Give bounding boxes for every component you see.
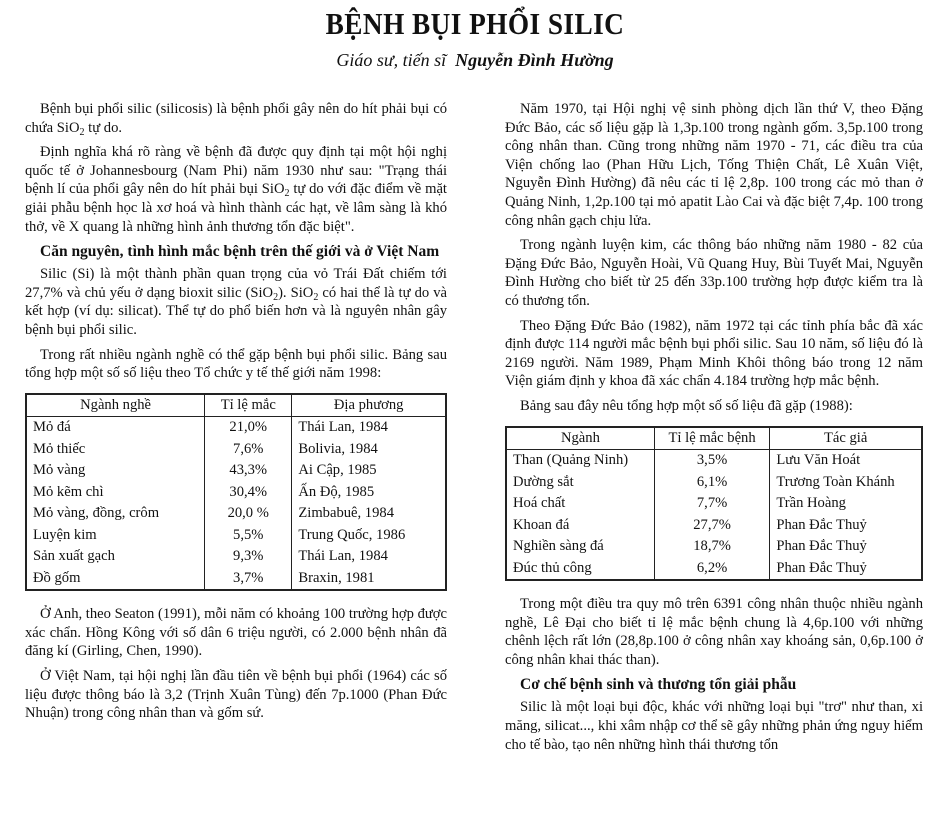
paragraph: Bệnh bụi phổi silic (silicosis) là bệnh phổi gây nên do hít phải bụi có chứa SiO$_2$ tự do. [25, 101, 447, 138]
table-header: Ngành [506, 427, 654, 450]
paragraph: Ở Anh, theo Seaton (1991), mỗi năm có khoảng 100 trường hợp được xác chẩn. Hồng Kông với số dân 6 triệu người, có 2.000 bệnh nhân đã đăng kí (Girling, Chen, 1990). [25, 606, 447, 660]
author-prefix: Giáo sư, tiến sĩ [336, 50, 447, 70]
table-cell: Braxin, 1981 [292, 568, 446, 591]
author-name: Nguyễn Đình Hường [455, 50, 614, 70]
table-row [506, 450, 922, 472]
table-header: Tác giả [770, 427, 922, 450]
table-cell: Phan Đắc Thuỷ [770, 515, 922, 537]
table-cell: Mỏ đá [33, 419, 71, 436]
table-cell: Lưu Văn Hoát [770, 450, 922, 472]
paragraph: Bảng sau đây nêu tổng hợp một số số liệu đã gặp (1988): [520, 397, 853, 414]
table-cell: Zimbabuê, 1984 [292, 503, 446, 525]
table-cell: 21,0% [205, 417, 292, 439]
table-cell: Mỏ thiếc [33, 440, 86, 457]
table-cell: Trung Quốc, 1986 [292, 525, 446, 547]
table-cell: Ai Cập, 1985 [292, 460, 446, 482]
table-cell: 20,0 % [205, 503, 292, 525]
table-cell: Hoá chất [513, 495, 566, 511]
table-cell: Mỏ kẽm chì [33, 483, 104, 500]
left-column [25, 100, 447, 729]
paragraph: Trong rất nhiều ngành nghề có thể gặp bệnh bụi phổi silic. Bảng sau tổng hợp một số số liệu theo Tổ chức y tế thế giới năm 1998: [25, 346, 447, 382]
vietnam-rates-table [505, 426, 923, 582]
right-column [505, 100, 923, 760]
table-cell: 27,7% [654, 515, 769, 537]
table-cell: Đúc thủ công [513, 559, 592, 576]
table-cell: Mỏ vàng [33, 462, 86, 479]
table-cell: Nghiền sàng đá [513, 538, 604, 554]
table-row [506, 536, 922, 558]
table-row [26, 503, 446, 525]
table-cell: Bolivia, 1984 [292, 439, 446, 461]
table-cell: Dường sắt [513, 473, 574, 490]
table-header: Tỉ lệ mắc bệnh [654, 427, 769, 450]
section-heading: Căn nguyên, tình hình mắc bệnh trên thế giới và ở Việt Nam [40, 243, 440, 261]
paragraph: Trong một điều tra quy mô trên 6391 công nhân thuộc nhiều ngành nghề, Lê Đại cho biết tỉ lệ mắc bệnh chung là 4,6p.100 với những chênh lệch rất lớn (28,8p.100 ở công nhân xay khoáng sản, 0,6p.100 ở công nhân khai thác than). [505, 596, 923, 668]
table-cell: Phan Đắc Thuỷ [770, 536, 922, 558]
table-cell: Thái Lan, 1984 [292, 546, 446, 568]
table-row [506, 558, 922, 581]
table-row [26, 525, 446, 547]
table-cell: Thái Lan, 1984 [292, 417, 446, 439]
table-cell: 18,7% [654, 536, 769, 558]
table-cell: Khoan đá [513, 516, 570, 533]
table-cell: Phan Đắc Thuỷ [770, 558, 922, 581]
table-header: Ngành nghề [26, 394, 205, 417]
table-row [26, 439, 446, 461]
table-cell: Trần Hoàng [770, 493, 922, 515]
paragraph: Ở Việt Nam, tại hội nghị lần đầu tiên về bệnh bụi phổi (1964) các số liệu được thông báo là 3,2 (Trịnh Xuân Tùng) đến 7p.1000 (Phan Đức Nhuận) trong công nhân than và gốm sứ. [25, 668, 447, 722]
table-header-row [26, 394, 446, 417]
table-cell: Mỏ vàng, đồng, crôm [33, 505, 160, 522]
table-cell: 7,7% [654, 493, 769, 515]
document-title: BỆNH BỤI PHỔI SILIC [325, 6, 625, 41]
table-cell: 3,5% [654, 450, 769, 472]
section-heading: Cơ chế bệnh sinh và thương tổn giải phẫu [520, 676, 797, 694]
table-cell: Sản xuất gạch [33, 548, 115, 565]
table-cell: 3,7% [205, 568, 292, 591]
table-header-row [506, 427, 922, 450]
paragraph: Trong ngành luyện kim, các thông báo những năm 1980 - 82 của Đặng Đức Bảo, Nguyễn Hoài, Vũ Quang Huy, Bùi Tuyết Mai, Nguyễn Đình Hường cho biết từ 25 đến 33p.100 trường hợp được kiểm tra là có thương tổn. [505, 237, 923, 309]
table-cell: 43,3% [205, 460, 292, 482]
table-cell: 6,2% [654, 558, 769, 581]
table-cell: Đồ gốm [33, 569, 81, 586]
table-cell: 6,1% [654, 472, 769, 494]
table-row [26, 460, 446, 482]
table-row [506, 515, 922, 537]
table-cell: Luyện kim [33, 526, 97, 543]
table-cell: 7,6% [205, 439, 292, 461]
table-cell: 9,3% [205, 546, 292, 568]
table-cell: 30,4% [205, 482, 292, 504]
table-row [26, 482, 446, 504]
table-header: Địa phương [292, 394, 446, 417]
author-line [0, 50, 950, 71]
table-row [26, 546, 446, 568]
table-cell: Than (Quảng Ninh) [513, 452, 629, 468]
paragraph: Năm 1970, tại Hội nghị vệ sinh phòng dịch lần thứ V, theo Đặng Đức Bảo, các số liệu gặp là 1,3p.100 trong ngành gốm. 3,5p.100 trong công nhân than. Cũng trong những năm 1970 - 71, các điều tra của Viện chống lao (Phan Hữu Lịch, Tống Thiện Chất, Lê Xuân Việt, Nguyễn Đình Hường) đã nêu các tỉ lệ 2,8p. 100 trong các mỏ than ở Quảng Ninh, 1,2p.100 tại mỏ apatit Lào Cai và đặc biệt 7,4p. 100 trong công nhân gạch chịu lửa. [505, 101, 923, 229]
paragraph: Theo Đặng Đức Bảo (1982), năm 1972 tại các tỉnh phía bắc đã xác định được 114 người mắc bệnh bụi phổi silic. Sau 10 năm, số liệu đó là 2169 người. Năm 1989, Phạm Minh Khôi thông báo trong 12 năm Viện giám định y khoa đã xác chẩn 4.184 trường hợp mắc bệnh. [505, 317, 923, 390]
table-header: Tỉ lệ mắc [205, 394, 292, 417]
table-cell: Ấn Độ, 1985 [292, 482, 446, 504]
paragraph: Silic là một loại bụi độc, khác với những loại bụi "trơ" như than, xi măng, silicat..., khi xâm nhập cơ thể sẽ gây những phản ứng nguy hiểm cho tế bào, tạo nên những hình thái thương tổn [505, 699, 923, 753]
table-row [506, 493, 922, 515]
table-cell: Trương Toàn Khánh [770, 472, 922, 494]
table-row [26, 417, 446, 439]
occupation-rates-table [25, 393, 447, 592]
table-row [506, 472, 922, 494]
table-row [26, 568, 446, 591]
paragraph: Định nghĩa khá rõ ràng về bệnh đã được quy định tại một hội nghị quốc tế ở Johannesbourg (Nam Phi) năm 1930 như sau: "Trạng thái bệnh lí của phổi gây nên do hít phải bụi SiO$_2$ tự do với đặc điểm về mặt giải phẫu bệnh học là xơ hoá và hình thành các hạt, về lâm sàng là khó thở, về X quang là những hình ảnh thương tổn đặc biệt". [25, 144, 447, 235]
table-cell: 5,5% [205, 525, 292, 547]
paragraph: Silic (Si) là một thành phần quan trọng của vỏ Trái Đất chiếm tới 27,7% và chủ yếu ở dạng bioxit silic (SiO$_2$). SiO$_2$ có hai thể là tự do và kết hợp (ví dụ: silicat). Thể tự do phổ biến hơn và là nguyên nhân gây bệnh bụi phổi silic. [25, 266, 447, 338]
